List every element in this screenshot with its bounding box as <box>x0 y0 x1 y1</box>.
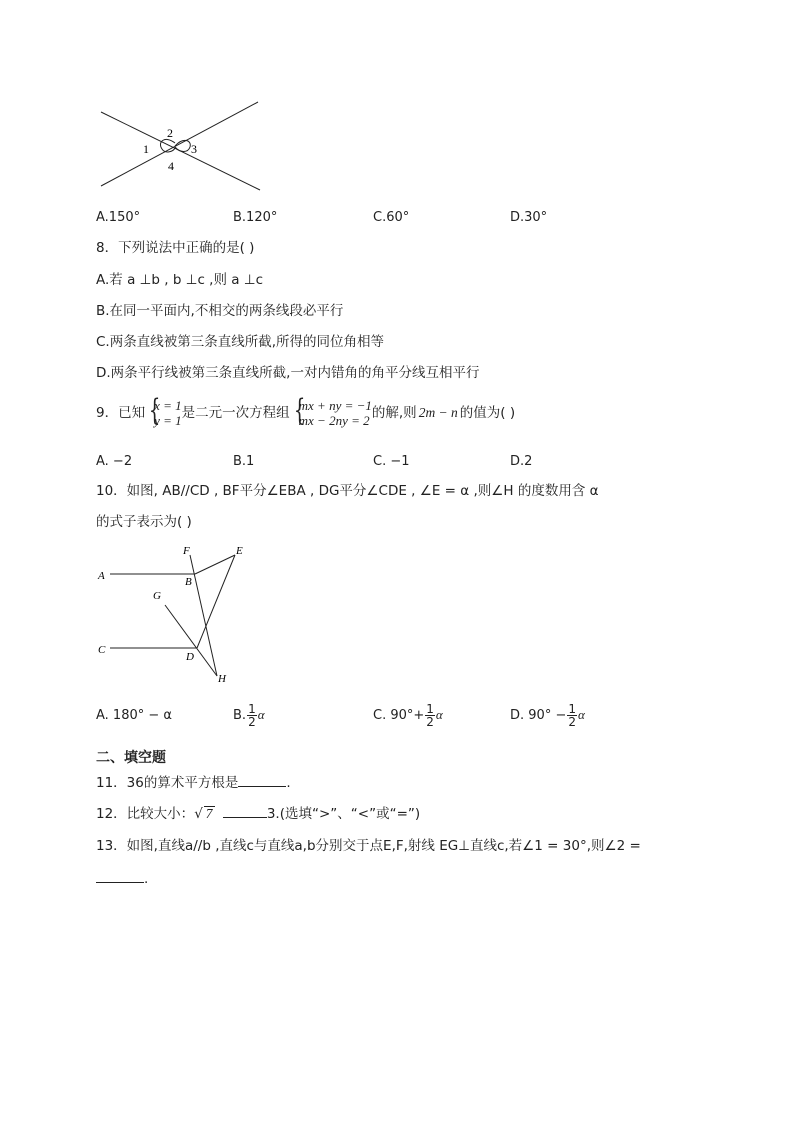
q9-prefix: 9．已知 <box>96 405 146 421</box>
q10-label-c: C <box>98 644 106 656</box>
q7-line-2 <box>101 102 258 186</box>
q9-option-d[interactable]: D.2 <box>510 454 533 469</box>
q10-label-f: F <box>183 545 190 557</box>
q10-option-c-fraction: $\frac{1}{2}$ <box>426 702 434 729</box>
q10-stem-line2: 的式子表示为( ) <box>96 514 192 530</box>
q10-option-d[interactable] <box>510 697 585 734</box>
q8-option-a[interactable]: A.若 a ⊥b , b ⊥c ,则 a ⊥c <box>96 272 264 288</box>
q9-suffix1: 的解,则 <box>371 405 417 421</box>
q13-answer-blank[interactable] <box>96 871 144 883</box>
q11 <box>96 775 291 791</box>
q11-text: 11．36的算术平方根是 <box>96 775 239 791</box>
q10-option-c-prefix: C. 90°+ <box>373 708 425 723</box>
q7-option-b[interactable]: B.120° <box>233 210 278 225</box>
q9-equation-1: mx + ny = −1 <box>298 398 372 413</box>
q12-text-after: 3.(选填“>”、“<”或“=”) <box>266 806 421 822</box>
q9-option-c[interactable]: C. −1 <box>373 454 410 469</box>
q9-brace-1: { <box>148 393 161 428</box>
q10-label-b: B <box>185 576 192 588</box>
q10-option-b-fraction: $\frac{1}{2}$ <box>248 702 256 729</box>
q8-option-b[interactable]: B.在同一平面内,不相交的两条线段必平行 <box>96 303 344 319</box>
q10-option-c-alpha: α <box>435 707 443 722</box>
q10-option-b[interactable] <box>233 697 265 734</box>
q9-brace-2: { <box>293 393 305 428</box>
q9-stem <box>96 393 516 429</box>
q10-figure <box>95 543 255 688</box>
q10-line-be <box>195 555 235 574</box>
q12 <box>96 806 420 822</box>
q9-mid: 是二元一次方程组 <box>181 405 290 421</box>
q13-text-after: . <box>144 871 149 887</box>
q7-option-c[interactable]: C.60° <box>373 210 410 225</box>
q10-option-d-alpha: α <box>577 707 585 722</box>
sqrt-icon: √ <box>194 806 203 822</box>
q11-text-after: . <box>286 775 291 791</box>
q10-label-g: G <box>153 590 161 602</box>
q10-line-de <box>197 555 235 648</box>
q8-stem: 8．下列说法中正确的是( ) <box>96 240 255 256</box>
q10-option-d-prefix: D. 90° − <box>510 708 567 723</box>
q10-stem-line1: 10．如图, AB//CD , BF平分∠EBA , DG平分∠CDE , ∠E = α ,则∠H 的度数用含 α <box>96 483 599 499</box>
q9-solution-system <box>145 393 182 428</box>
q9-solution-x: x = 1 <box>154 398 182 413</box>
q7-option-a[interactable]: A.150° <box>96 210 141 225</box>
q9-expression: 2m − n <box>418 405 458 420</box>
q10-label-e: E <box>236 545 243 557</box>
q8-option-d[interactable]: D.两条平行线被第三条直线所截,一对内错角的角平分线互相平行 <box>96 365 480 381</box>
q12-answer-blank[interactable] <box>223 806 267 818</box>
q9-option-b[interactable]: B.1 <box>233 454 255 469</box>
q9-solution-y: y = 1 <box>154 413 182 428</box>
q11-answer-blank[interactable] <box>238 775 286 787</box>
q7-label-4: 4 <box>168 159 174 173</box>
q10-option-d-fraction: $\frac{1}{2}$ <box>568 702 576 729</box>
q10-label-d: D <box>186 651 194 663</box>
q12-radicand: 7 <box>205 806 213 821</box>
q7-label-3: 3 <box>191 142 197 156</box>
q12-text: 12．比较大小： <box>96 806 195 822</box>
q13-line1: 13．如图,直线a//b ,直线c与直线a,b分别交于点E,F,射线 EG⊥直线c,若∠1 = 30°,则∠2 = <box>96 838 641 854</box>
q9-equation-system <box>290 393 372 428</box>
q9-equation-2: mx − 2ny = 2 <box>298 413 370 428</box>
q10-option-b-alpha: α <box>257 707 265 722</box>
q7-label-1: 1 <box>143 142 149 156</box>
q10-option-a[interactable]: A. 180° − α <box>96 708 172 723</box>
section-fill-in-title: 二、填空题 <box>96 750 166 766</box>
q9-option-a[interactable]: A. −2 <box>96 454 133 469</box>
q10-label-h: H <box>218 673 226 685</box>
q10-option-b-prefix: B. <box>233 708 247 723</box>
q7-figure <box>95 98 270 193</box>
q8-option-c[interactable]: C.两条直线被第三条直线所截,所得的同位角相等 <box>96 334 385 350</box>
q9-suffix2: 的值为( ) <box>459 405 516 421</box>
q7-label-2: 2 <box>167 126 173 140</box>
q10-label-a: A <box>98 570 105 582</box>
q10-option-c[interactable] <box>373 697 443 734</box>
q7-option-d[interactable]: D.30° <box>510 210 548 225</box>
q13-line2 <box>96 871 148 887</box>
